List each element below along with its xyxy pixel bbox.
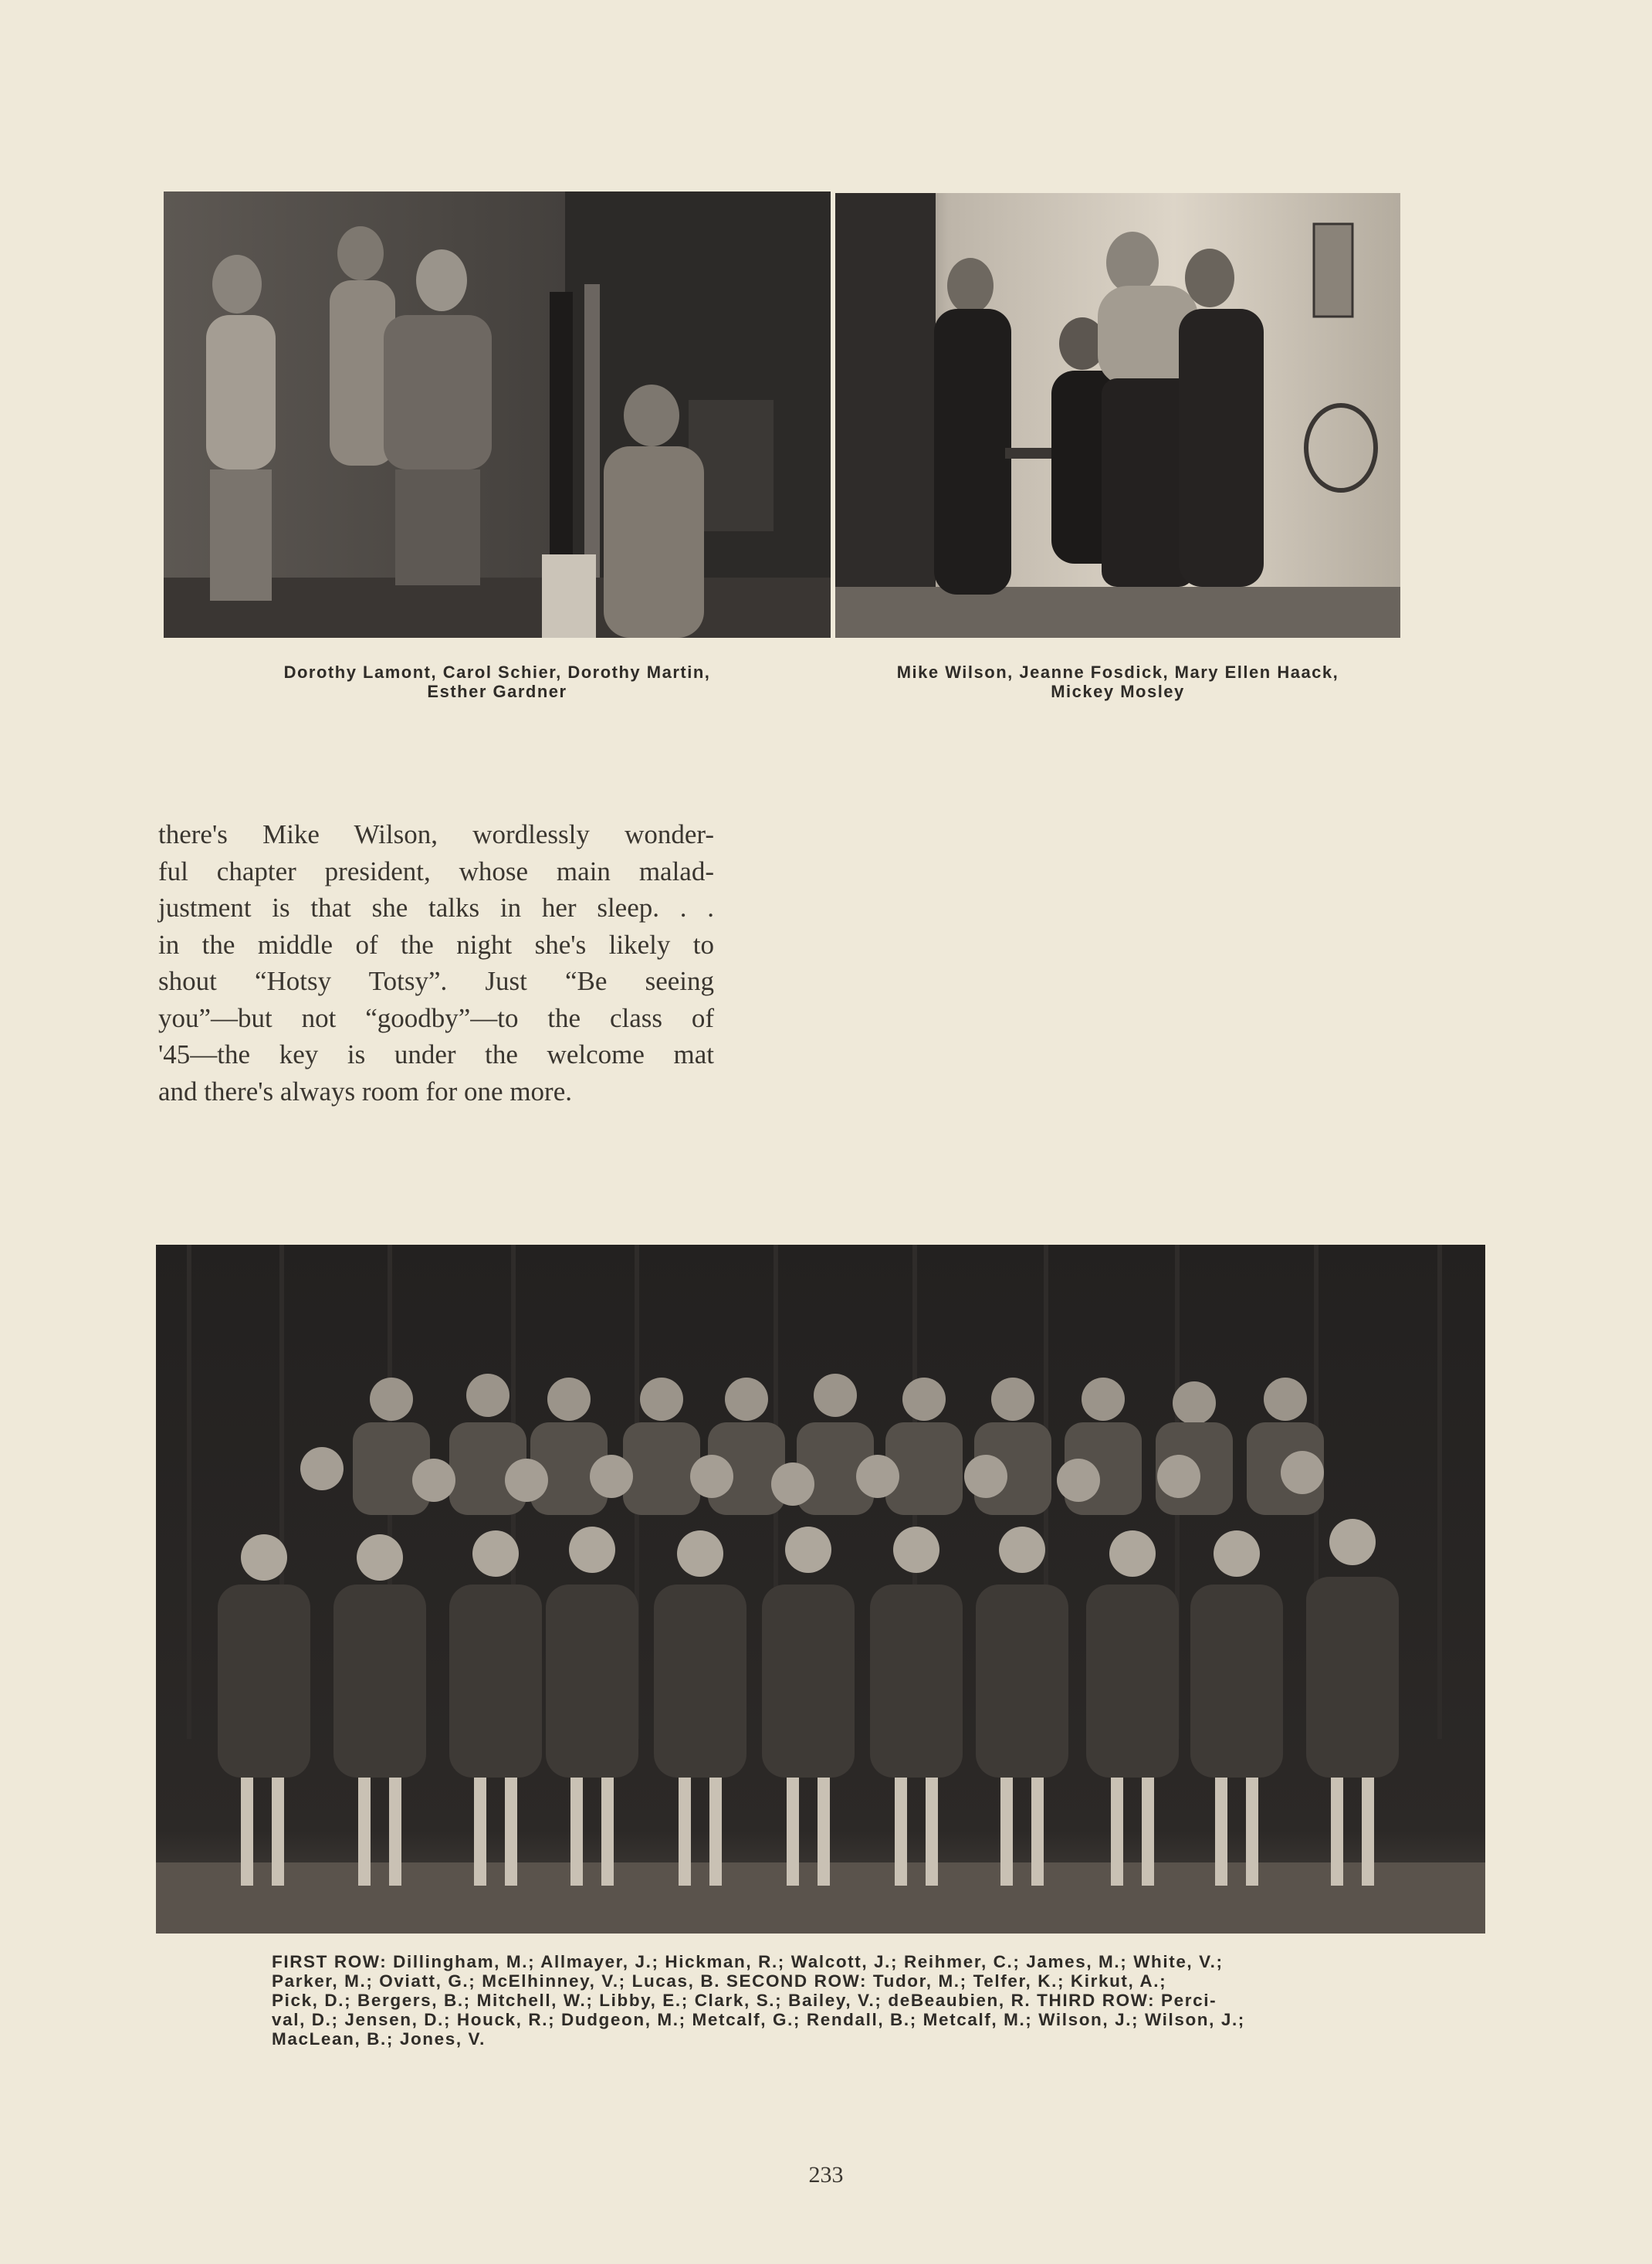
group-roster-caption (272, 1952, 1376, 2049)
roster-line: val, D.; Jensen, D.; Houck, R.; Dudgeon, M.; Metcalf, G.; Rendall, B.; Metcalf, M.; Wilson, J.; Wilson, J.; (272, 2010, 1245, 2029)
caption-top-left (164, 663, 831, 701)
caption-top-right (835, 663, 1400, 701)
page-number: 233 (808, 2162, 844, 2188)
body-line: in the middle of the night she's likely to (158, 929, 714, 960)
photo-group-portrait (156, 1245, 1485, 1934)
photo-four-women-at-doorway (835, 193, 1400, 638)
roster-line: MacLean, B.; Jones, V. (272, 2029, 486, 2049)
body-paragraph (158, 816, 714, 1110)
body-line: there's Mike Wilson, wordlessly wonder- (158, 819, 714, 849)
caption-top-right-line2: Mickey Mosley (1051, 682, 1185, 701)
caption-top-left-line1: Dorothy Lamont, Carol Schier, Dorothy Martin, (283, 663, 711, 682)
body-line: you”—but not “goodby”—to the class of (158, 1002, 714, 1033)
photo-four-women-on-staircase (164, 191, 831, 638)
roster-line: FIRST ROW: Dillingham, M.; Allmayer, J.; Hickman, R.; Walcott, J.; Reihmer, C.; James, M.; White, V.; (272, 1952, 1224, 1971)
body-line: and there's always room for one more. (158, 1076, 572, 1107)
body-line: '45—the key is under the welcome mat (158, 1039, 714, 1069)
body-line: shout “Hotsy Totsy”. Just “Be seeing (158, 966, 714, 996)
body-line: ful chapter president, whose main malad- (158, 856, 714, 886)
roster-line: Parker, M.; Oviatt, G.; McElhinney, V.; Lucas, B. SECOND ROW: Tudor, M.; Telfer, K.; Kirkut, A.; (272, 1971, 1167, 1991)
roster-line: Pick, D.; Bergers, B.; Mitchell, W.; Libby, E.; Clark, S.; Bailey, V.; deBeaubien, R. THIRD ROW: Perci- (272, 1991, 1217, 2010)
caption-top-left-line2: Esther Gardner (427, 682, 567, 701)
body-line: justment is that she talks in her sleep. . . (158, 893, 714, 923)
caption-top-right-line1: Mike Wilson, Jeanne Fosdick, Mary Ellen Haack, (896, 663, 1339, 682)
